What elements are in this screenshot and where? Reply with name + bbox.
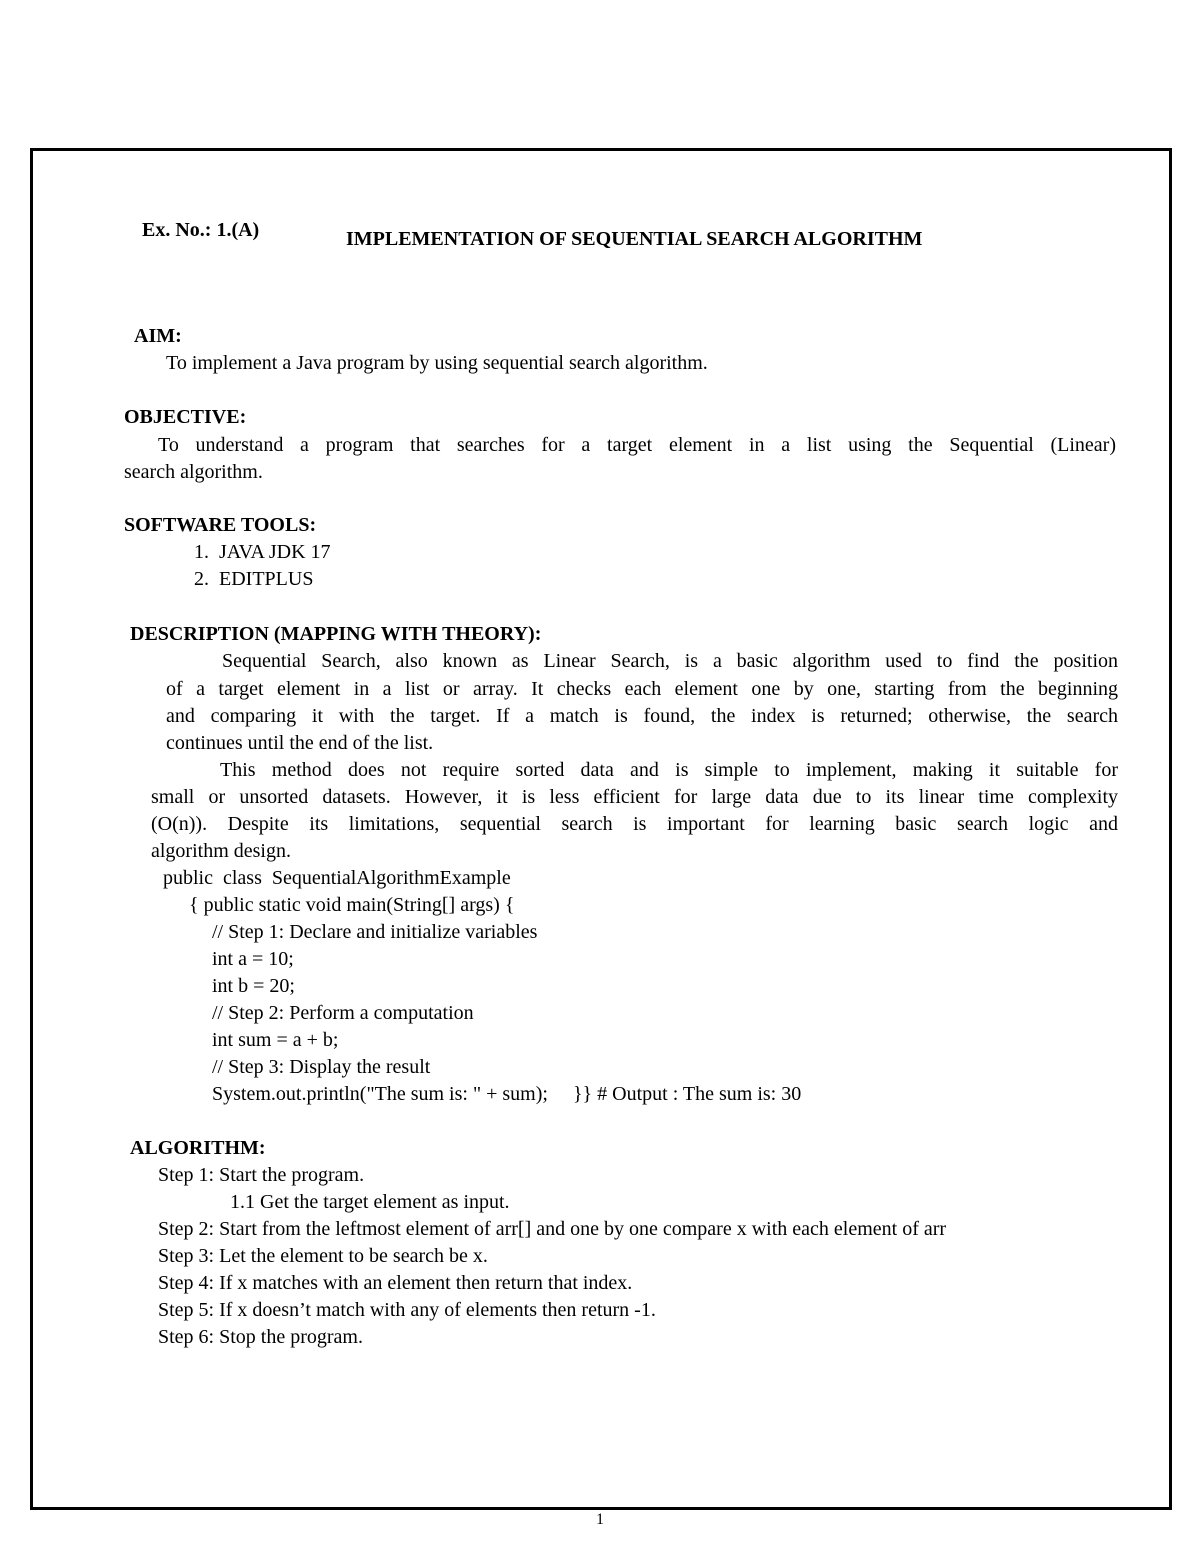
code-line: public class SequentialAlgorithmExample bbox=[163, 867, 511, 889]
description-paragraph-line: algorithm design. bbox=[151, 840, 291, 862]
objective-line: search algorithm. bbox=[124, 461, 263, 483]
algorithm-step: Step 6: Stop the program. bbox=[158, 1326, 363, 1348]
software-tool-item: 1. JAVA JDK 17 bbox=[194, 541, 331, 563]
description-paragraph-line: continues until the end of the list. bbox=[166, 732, 434, 754]
aim-heading: AIM: bbox=[134, 325, 182, 347]
algorithm-step: Step 3: Let the element to be search be x. bbox=[158, 1245, 488, 1267]
algorithm-step: Step 5: If x doesn’t match with any of elements then return -1. bbox=[158, 1299, 656, 1321]
software-tools-heading: SOFTWARE TOOLS: bbox=[124, 514, 317, 536]
algorithm-substep: 1.1 Get the target element as input. bbox=[230, 1191, 510, 1213]
exercise-number: Ex. No.: 1.(A) bbox=[142, 219, 260, 241]
description-paragraph-line: Sequential Search, also known as Linear Search, is a basic algorithm used to find the position bbox=[222, 650, 1118, 672]
code-line: System.out.println("The sum is: " + sum); }} # Output : The sum is: 30 bbox=[212, 1083, 802, 1105]
description-paragraph-line: (O(n)). Despite its limitations, sequential search is important for learning basic search logic and bbox=[151, 813, 1118, 835]
description-paragraph-line: of a target element in a list or array. It checks each element one by one, starting from the beginning bbox=[166, 678, 1118, 700]
description-paragraph-line: and comparing it with the target. If a match is found, the index is returned; otherwise, the search bbox=[166, 705, 1118, 727]
aim-text: To implement a Java program by using sequential search algorithm. bbox=[166, 352, 708, 374]
code-line: // Step 2: Perform a computation bbox=[212, 1002, 474, 1024]
algorithm-step: Step 1: Start the program. bbox=[158, 1164, 365, 1186]
code-line: // Step 3: Display the result bbox=[212, 1056, 431, 1078]
description-heading: DESCRIPTION (MAPPING WITH THEORY): bbox=[130, 623, 542, 645]
page-number: 1 bbox=[596, 1511, 604, 1528]
code-line: int b = 20; bbox=[212, 975, 295, 997]
code-line: int a = 10; bbox=[212, 948, 294, 970]
objective-heading: OBJECTIVE: bbox=[124, 406, 247, 428]
code-line: { public static void main(String[] args) { bbox=[189, 894, 515, 916]
objective-line: To understand a program that searches for a target element in a list using the Sequential (Linear) bbox=[158, 434, 1116, 456]
algorithm-step: Step 2: Start from the leftmost element of arr[] and one by one compare x with each element of arr bbox=[158, 1218, 947, 1240]
algorithm-heading: ALGORITHM: bbox=[130, 1137, 266, 1159]
description-paragraph-line: This method does not require sorted data and is simple to implement, making it suitable for bbox=[220, 759, 1118, 781]
description-paragraph-line: small or unsorted datasets. However, it is less efficient for large data due to its linear time complexity bbox=[151, 786, 1118, 808]
code-line: int sum = a + b; bbox=[212, 1029, 339, 1051]
software-tool-item: 2. EDITPLUS bbox=[194, 568, 314, 590]
page-title: IMPLEMENTATION OF SEQUENTIAL SEARCH ALGORITHM bbox=[346, 228, 923, 250]
algorithm-step: Step 4: If x matches with an element then return that index. bbox=[158, 1272, 633, 1294]
code-line: // Step 1: Declare and initialize variables bbox=[212, 921, 538, 943]
